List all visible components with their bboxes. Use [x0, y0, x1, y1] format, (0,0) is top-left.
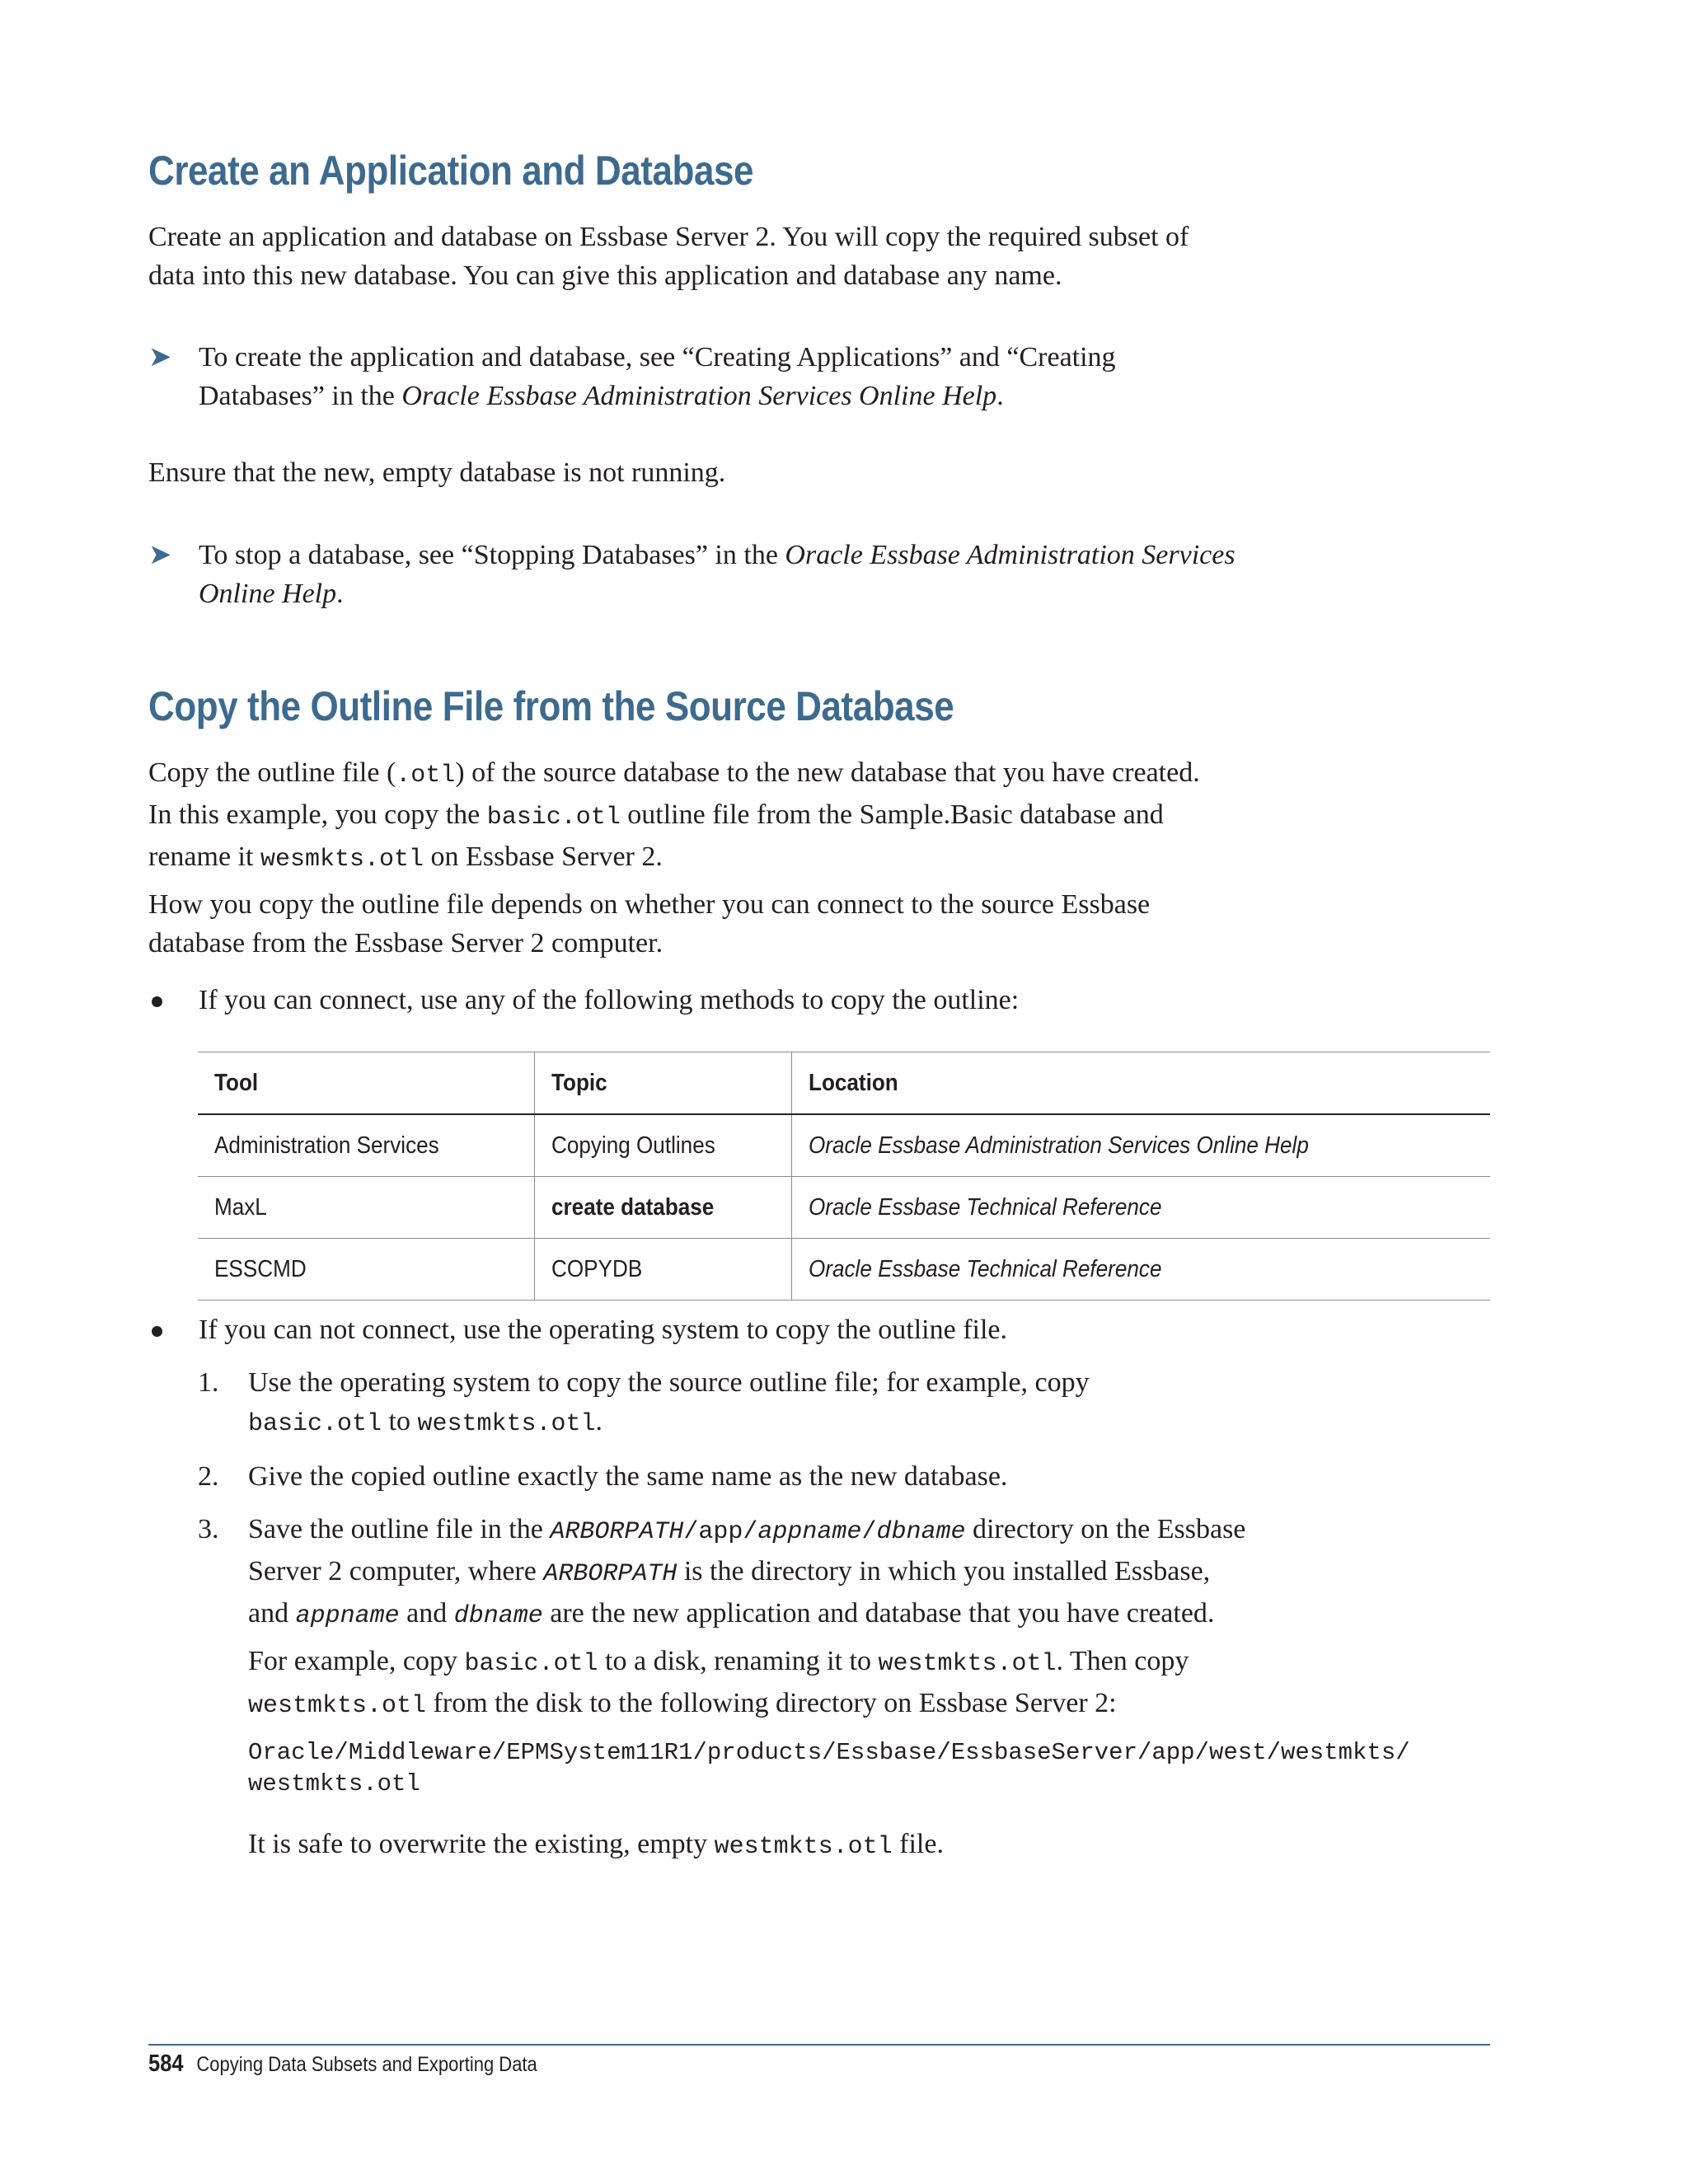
- step-2: 2. Give the copied outline exactly the same name as the new database.: [198, 1461, 1008, 1492]
- copy-methods-table: [198, 1052, 1490, 1301]
- task-stop-database: ➤ To stop a database, see “Stopping Databases” in the Oracle Essbase Administration Services Online Help.: [148, 536, 1319, 613]
- intro-paragraph: Create an application and database on Essbase Server 2. You will copy the required subset of data into this new database. You can give this application and database any name.: [148, 222, 1189, 291]
- chapter-title: Copying Data Subsets and Exporting Data: [196, 2053, 537, 2076]
- directory-path-code: Oracle/Middleware/EPMSystem11R1/products/Essbase/EssbaseServer/app/west/westmkts/ westmkts.otl: [248, 1739, 1410, 1797]
- task-create-application: ➤ To create the application and database, see “Creating Applications” and “Creating Databases” in the Oracle Essbase Administration Services Online Help.: [148, 338, 1319, 415]
- ensure-paragraph: Ensure that the new, empty database is not running.: [148, 457, 726, 488]
- section-heading-copy-outline: Copy the Outline File from the Source Database: [148, 683, 954, 729]
- footer-rule: [148, 2044, 1490, 2046]
- table-row: ESSCMD COPYDB Oracle Essbase Technical Reference: [198, 1239, 1490, 1301]
- table-header-topic: Topic: [534, 1052, 791, 1115]
- table-row: MaxL create database Oracle Essbase Technical Reference: [198, 1177, 1490, 1239]
- table-header-location: Location: [791, 1052, 1490, 1115]
- bullet-dot-icon: [152, 1326, 162, 1337]
- step-1: 1. Use the operating system to copy the source outline file; for example, copy basic.otl to westmkts.otl.: [198, 1367, 1090, 1438]
- bullet-dot-icon: [152, 996, 162, 1007]
- page-footer: [148, 2050, 537, 2078]
- reference-title: Oracle Essbase Administration Services Online Help: [401, 381, 997, 411]
- connect-paragraph: How you copy the outline file depends on whether you can connect to the source Essbase database from the Essbase Server 2 computer.: [148, 889, 1151, 958]
- page-number: 584: [148, 2050, 184, 2077]
- step-3: 3. Save the outline file in the ARBORPATH/app/appname/dbname directory on the Essbase Server 2 computer, where ARBORPATH is the directory in which you installed Essbase, and appname and dbname are the new application and database that you have created.: [198, 1514, 1246, 1630]
- bullet-can-connect: If you can connect, use any of the following methods to copy the outline:: [148, 981, 1319, 1019]
- example-paragraph: For example, copy basic.otl to a disk, renaming it to westmkts.otl. Then copy westmkts.otl from the disk to the following directory on Essbase Server 2:: [248, 1646, 1189, 1720]
- table-row: Administration Services Copying Outlines Oracle Essbase Administration Services Online Help: [198, 1114, 1490, 1177]
- task-arrow-icon: ➤: [148, 340, 172, 373]
- bullet-cannot-connect: If you can not connect, use the operating system to copy the outline file.: [148, 1310, 1319, 1349]
- outline-intro-paragraph: Copy the outline file (.otl) of the source database to the new database that you have created. In this example, you copy the basic.otl outline file from the Sample.Basic database and rename it wesmkts.otl on Essbase Server 2.: [148, 757, 1200, 874]
- section-heading-create-application: Create an Application and Database: [148, 148, 754, 194]
- task-arrow-icon: ➤: [148, 538, 172, 571]
- table-header-tool: Tool: [198, 1052, 534, 1115]
- table-header-row: [198, 1052, 1490, 1115]
- overwrite-note: It is safe to overwrite the existing, empty westmkts.otl file.: [248, 1829, 944, 1861]
